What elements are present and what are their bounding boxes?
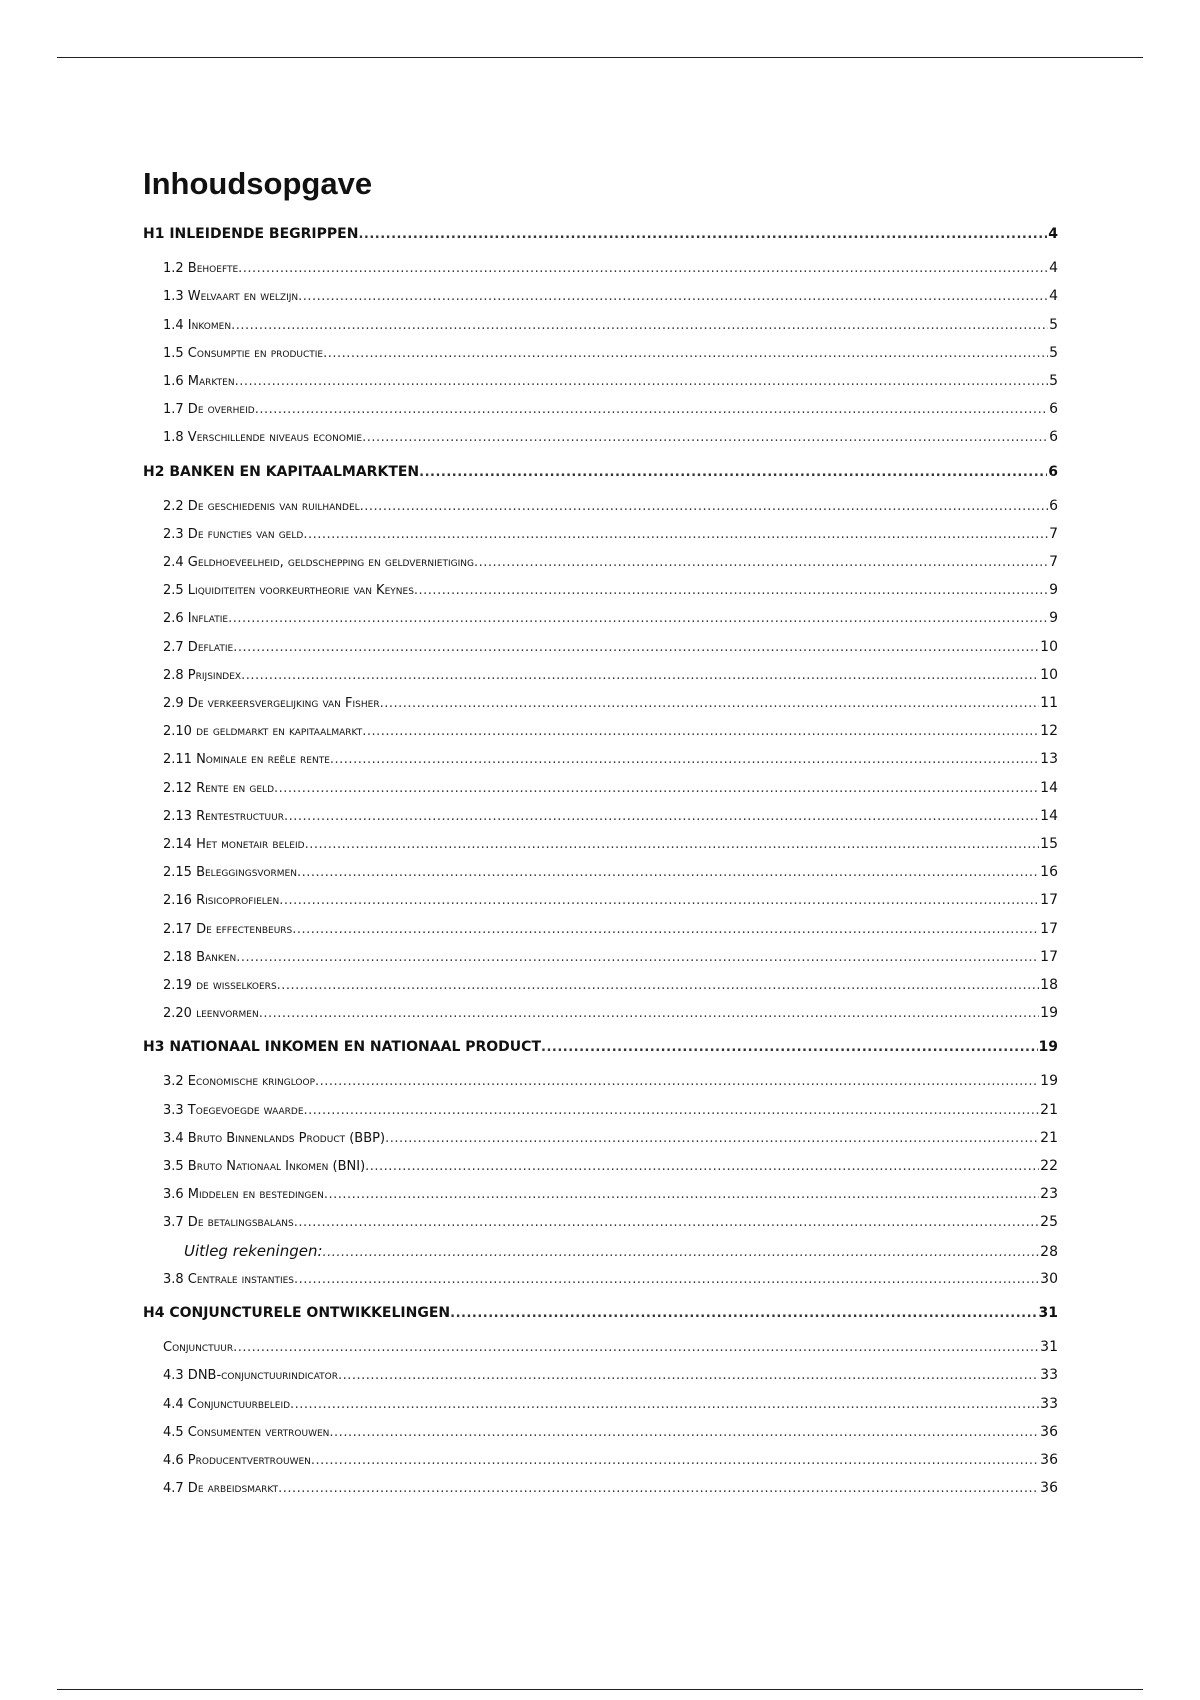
toc-leader-dots xyxy=(324,1181,1039,1209)
toc-section-label: 2.17 De effectenbeurs xyxy=(163,921,293,937)
toc-section-label: 2.13 Rentestructuur xyxy=(163,808,284,824)
toc-leader-dots xyxy=(228,605,1048,633)
toc-leader-dots xyxy=(329,1419,1039,1447)
toc-section-entry[interactable] xyxy=(143,886,1058,914)
toc-leader-dots xyxy=(233,634,1039,662)
toc-section-entry[interactable] xyxy=(143,492,1058,520)
toc-leader-dots xyxy=(298,283,1048,311)
toc-page-number: 12 xyxy=(1040,723,1058,740)
toc-section-entry[interactable] xyxy=(143,830,1058,858)
toc-leader-dots xyxy=(255,396,1048,424)
toc-page-number: 36 xyxy=(1040,1480,1058,1497)
toc-page-number: 6 xyxy=(1049,429,1058,446)
toc-leader-dots xyxy=(259,1000,1039,1028)
toc-section-label: 3.5 Bruto Nationaal Inkomen (BNI) xyxy=(163,1159,366,1174)
toc-section-entry[interactable] xyxy=(143,254,1058,282)
toc-section-entry[interactable] xyxy=(143,311,1058,339)
toc-section-label: 1.7 De overheid xyxy=(163,402,255,418)
toc-page-number: 19 xyxy=(1040,1005,1058,1022)
toc-section-entry[interactable] xyxy=(143,1361,1058,1389)
toc-leader-dots xyxy=(323,1239,1040,1267)
toc-section-label: 2.19 de wisselkoers xyxy=(163,977,277,993)
toc-page-number: 14 xyxy=(1040,779,1058,796)
toc-section-label: 4.7 De arbeidsmarkt xyxy=(163,1481,279,1497)
toc-leader-dots xyxy=(292,916,1039,944)
header-rule xyxy=(57,57,1143,58)
toc-leader-dots xyxy=(330,746,1039,774)
toc-page-number: 33 xyxy=(1040,1395,1058,1412)
toc-leader-dots xyxy=(233,1334,1039,1362)
toc-page-number: 30 xyxy=(1040,1270,1058,1287)
toc-page-number: 5 xyxy=(1049,344,1058,361)
toc-chapter-label: H3 NATIONAAL INKOMEN EN NATIONAAL PRODUCT xyxy=(143,1039,541,1056)
toc-page-number: 31 xyxy=(1038,1304,1058,1321)
toc-page-number: 22 xyxy=(1040,1158,1058,1174)
toc-section-entry[interactable] xyxy=(143,1096,1058,1124)
table-of-contents xyxy=(143,220,1058,1502)
toc-section-label: 3.3 Toegevoegde waarde xyxy=(163,1102,304,1118)
toc-leader-dots xyxy=(241,662,1039,690)
toc-leader-dots xyxy=(474,549,1048,577)
toc-section-label: 3.2 Economische kringloop xyxy=(163,1074,316,1090)
toc-section-label: 3.8 Centrale instanties xyxy=(163,1271,295,1287)
toc-leader-dots xyxy=(305,831,1040,859)
toc-leader-dots xyxy=(385,1125,1039,1153)
toc-section-entry[interactable] xyxy=(143,548,1058,576)
toc-page-number: 14 xyxy=(1040,807,1058,824)
toc-section-entry[interactable] xyxy=(143,689,1058,717)
toc-leader-dots xyxy=(419,459,1047,487)
toc-section-entry[interactable] xyxy=(143,1390,1058,1418)
toc-leader-dots xyxy=(278,1475,1039,1503)
toc-page-number: 23 xyxy=(1040,1186,1058,1203)
toc-leader-dots xyxy=(303,521,1048,549)
toc-page-number: 19 xyxy=(1040,1073,1058,1090)
toc-page-number: 17 xyxy=(1040,892,1058,909)
toc-section-entry[interactable] xyxy=(143,1418,1058,1446)
toc-chapter-label: H2 BANKEN EN KAPITAALMARKTEN xyxy=(143,463,420,480)
toc-page-number: 7 xyxy=(1049,554,1058,571)
toc-leader-dots xyxy=(323,340,1048,368)
toc-section-entry[interactable] xyxy=(143,395,1058,423)
toc-section-label: 2.20 leenvormen xyxy=(163,1006,259,1022)
toc-section-entry[interactable] xyxy=(143,1446,1058,1474)
toc-chapter-entry[interactable] xyxy=(143,1299,1058,1327)
toc-page-number: 4 xyxy=(1048,226,1058,242)
toc-section-entry[interactable] xyxy=(143,423,1058,451)
toc-chapter-entry[interactable] xyxy=(143,458,1058,486)
toc-section-entry[interactable] xyxy=(143,1208,1058,1236)
toc-leader-dots xyxy=(315,1068,1039,1096)
toc-page-number: 9 xyxy=(1049,582,1058,599)
toc-section-label: 2.5 Liquiditeiten voorkeurtheorie van Keynes xyxy=(163,583,414,599)
toc-page-number: 5 xyxy=(1049,316,1058,333)
toc-section-entry[interactable] xyxy=(143,661,1058,689)
toc-page-number: 13 xyxy=(1040,751,1058,768)
toc-section-label: 2.18 Banken xyxy=(163,949,237,965)
toc-section-label: 2.2 De geschiedenis van ruilhandel xyxy=(163,498,360,514)
toc-section-label: 4.3 DNB-conjunctuurindicator xyxy=(163,1368,338,1384)
toc-section-label: 2.16 Risicoprofielen xyxy=(163,893,280,909)
toc-section-label: 4.6 Producentvertrouwen xyxy=(163,1452,311,1468)
toc-section-label: 1.6 Markten xyxy=(163,373,235,389)
toc-leader-dots xyxy=(284,803,1039,831)
toc-leader-dots xyxy=(541,1034,1038,1062)
toc-page-number: 5 xyxy=(1049,372,1058,389)
toc-chapter-label: H1 INLEIDENDE BEGRIPPEN xyxy=(143,226,359,242)
toc-leader-dots xyxy=(297,859,1039,887)
toc-page-number: 17 xyxy=(1040,920,1058,937)
toc-section-label: 1.2 Behoefte xyxy=(163,261,239,277)
toc-leader-dots xyxy=(304,1097,1040,1125)
toc-section-label: Conjunctuur xyxy=(163,1340,234,1356)
toc-page-number: 9 xyxy=(1049,610,1058,627)
toc-leader-dots xyxy=(294,1209,1039,1237)
toc-section-entry[interactable] xyxy=(143,282,1058,310)
toc-page-number: 31 xyxy=(1040,1339,1058,1356)
toc-leader-dots xyxy=(238,255,1048,283)
toc-leader-dots xyxy=(362,718,1039,746)
toc-section-entry[interactable] xyxy=(143,1067,1058,1095)
toc-section-entry[interactable] xyxy=(143,943,1058,971)
toc-section-entry[interactable] xyxy=(143,915,1058,943)
toc-page-number: 6 xyxy=(1049,401,1058,418)
toc-section-entry[interactable] xyxy=(143,717,1058,745)
toc-section-label: 3.7 De betalingsbalans xyxy=(163,1215,294,1231)
toc-section-entry[interactable] xyxy=(143,367,1058,395)
toc-page-number: 6 xyxy=(1048,463,1058,480)
toc-page-number: 11 xyxy=(1040,695,1058,711)
toc-leader-dots xyxy=(294,1266,1039,1294)
toc-section-entry[interactable] xyxy=(143,1152,1058,1180)
toc-section-entry[interactable] xyxy=(143,633,1058,661)
toc-section-entry[interactable] xyxy=(143,1474,1058,1502)
toc-section-entry[interactable] xyxy=(143,971,1058,999)
footer-rule xyxy=(57,1689,1143,1690)
toc-section-entry[interactable] xyxy=(143,1265,1058,1293)
toc-section-entry[interactable] xyxy=(143,576,1058,604)
toc-leader-dots xyxy=(279,887,1039,915)
toc-page-number: 4 xyxy=(1049,260,1058,277)
toc-page-number: 18 xyxy=(1040,976,1058,993)
toc-leader-dots xyxy=(450,1300,1037,1328)
toc-leader-dots xyxy=(311,1447,1039,1475)
toc-leader-dots xyxy=(231,312,1048,340)
toc-section-label: 2.3 De functies van geld xyxy=(163,526,304,542)
toc-leader-dots xyxy=(360,493,1048,521)
toc-section-label: 2.7 Deflatie xyxy=(163,639,234,655)
toc-leader-dots xyxy=(365,1153,1039,1181)
toc-page-number: 6 xyxy=(1049,497,1058,514)
toc-section-entry[interactable] xyxy=(143,1180,1058,1208)
toc-chapter-entry[interactable] xyxy=(143,1033,1058,1061)
toc-leader-dots xyxy=(290,1391,1039,1419)
toc-chapter-label: H4 CONJUNCTURELE ONTWIKKELINGEN xyxy=(143,1304,451,1321)
toc-section-label: 2.11 Nominale en reële rente xyxy=(163,752,330,768)
toc-page-number: 21 xyxy=(1040,1101,1058,1118)
toc-section-entry[interactable] xyxy=(143,339,1058,367)
toc-section-entry[interactable] xyxy=(143,802,1058,830)
toc-page-number: 33 xyxy=(1040,1367,1058,1384)
toc-section-entry[interactable] xyxy=(143,1237,1058,1265)
toc-section-entry[interactable] xyxy=(143,520,1058,548)
toc-section-label: 2.8 Prijsindex xyxy=(163,667,242,683)
toc-section-entry[interactable] xyxy=(143,858,1058,886)
toc-section-label: 2.10 de geldmarkt en kapitaalmarkt xyxy=(163,724,363,740)
toc-page-number: 4 xyxy=(1049,288,1058,305)
toc-section-label: 4.5 Consumenten vertrouwen xyxy=(163,1424,330,1440)
toc-section-label: 1.8 Verschillende niveaus economie xyxy=(163,430,363,446)
toc-leader-dots xyxy=(358,221,1047,249)
toc-leader-dots xyxy=(362,424,1048,452)
toc-page-number: 36 xyxy=(1040,1451,1058,1468)
toc-section-label: 4.4 Conjunctuurbeleid xyxy=(163,1396,291,1412)
toc-page-number: 17 xyxy=(1040,948,1058,965)
toc-leader-dots xyxy=(236,944,1039,972)
toc-section-label: Uitleg rekeningen: xyxy=(184,1241,323,1260)
toc-section-label: 2.4 Geldhoeveelheid, geldschepping en geldvernietiging xyxy=(163,555,474,571)
toc-section-label: 1.5 Consumptie en productie xyxy=(163,345,324,361)
toc-page-number: 10 xyxy=(1040,638,1058,655)
toc-page-number: 36 xyxy=(1040,1423,1058,1440)
toc-section-label: 2.12 Rente en geld xyxy=(163,780,275,796)
toc-section-entry[interactable] xyxy=(143,1124,1058,1152)
toc-section-entry[interactable] xyxy=(143,1333,1058,1361)
toc-section-label: 2.15 Beleggingsvormen xyxy=(163,865,297,881)
toc-section-entry[interactable] xyxy=(143,745,1058,773)
toc-section-label: 1.4 Inkomen xyxy=(163,317,232,333)
toc-page-number: 25 xyxy=(1040,1214,1058,1231)
toc-leader-dots xyxy=(235,368,1049,396)
toc-section-label: 2.9 De verkeersvergelijking van Fisher xyxy=(163,696,380,711)
toc-page-number: 10 xyxy=(1040,666,1058,683)
toc-leader-dots xyxy=(380,690,1040,718)
toc-section-label: 1.3 Welvaart en welzijn xyxy=(163,289,299,305)
toc-section-label: 2.6 Inflatie xyxy=(163,611,229,627)
toc-section-entry[interactable] xyxy=(143,774,1058,802)
page-title: Inhoudsopgave xyxy=(143,166,373,201)
toc-section-entry[interactable] xyxy=(143,604,1058,632)
toc-page-number: 21 xyxy=(1040,1129,1058,1146)
toc-section-label: 3.4 Bruto Binnenlands Product (BBP) xyxy=(163,1130,386,1146)
toc-section-label: 3.6 Middelen en bestedingen xyxy=(163,1187,324,1203)
toc-section-label: 2.14 Het monetair beleid xyxy=(163,836,305,852)
toc-leader-dots xyxy=(338,1362,1039,1390)
toc-leader-dots xyxy=(277,972,1040,1000)
toc-page-number: 28 xyxy=(1040,1243,1058,1260)
toc-page-number: 19 xyxy=(1038,1039,1058,1056)
toc-page-number: 16 xyxy=(1040,864,1058,881)
toc-section-entry[interactable] xyxy=(143,999,1058,1027)
toc-leader-dots xyxy=(414,577,1048,605)
toc-leader-dots xyxy=(274,775,1039,803)
toc-page-number: 7 xyxy=(1049,525,1058,542)
toc-chapter-entry[interactable] xyxy=(143,220,1058,248)
toc-page-number: 15 xyxy=(1040,835,1058,852)
